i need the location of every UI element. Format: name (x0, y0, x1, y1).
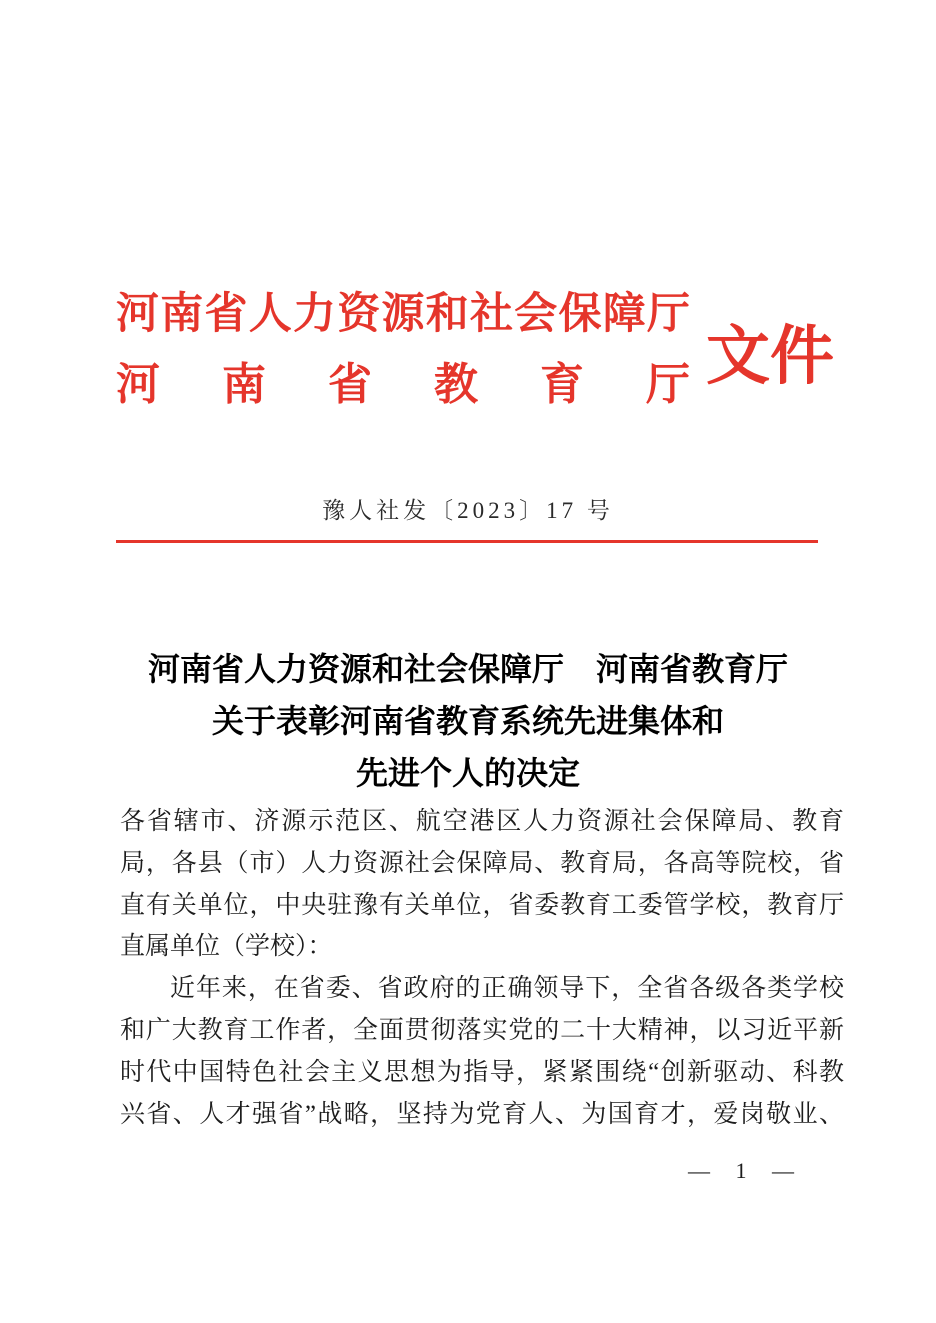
title-line-3: 先进个人的决定 (355, 755, 580, 792)
red-divider-line (116, 540, 818, 543)
body-line: 时代中国特色社会主义思想为指导，紧紧围绕“创新驱动、科教 (120, 1058, 844, 1086)
document-number: 豫人社发〔2023〕17 号 (322, 498, 614, 523)
title-line-2: 关于表彰河南省教育系统先进集体和 (211, 703, 724, 740)
body-line: 局，各县（市）人力资源社会保障局、教育局，各高等院校，省 (120, 849, 844, 877)
title-line-1: 河南省人力资源和社会保障厅 河南省教育厅 (147, 651, 788, 688)
letterhead-agency-2: 河南省教育厅 (116, 360, 690, 409)
body-line: 直属单位（学校）： (120, 933, 333, 961)
letterhead (116, 292, 834, 408)
body-line: 直有关单位，中央驻豫有关单位，省委教育工委管学校，教育厅 (120, 891, 844, 919)
letterhead-doc-type: 文件 (706, 321, 834, 392)
body-line: 兴省、人才强省”战略，坚持为党育人、为国育才，爱岗敬业、 (120, 1100, 844, 1128)
document-body (120, 801, 844, 1135)
body-line: 近年来，在省委、省政府的正确领导下，全省各级各类学校 (170, 975, 844, 1003)
body-line: 各省辖市、济源示范区、航空港区人力资源社会保障局、教育 (120, 808, 844, 835)
body-line: 和广大教育工作者，全面贯彻落实党的二十大精神，以习近平新 (120, 1016, 844, 1044)
letterhead-agency-1: 河南省人力资源和社会保障厅 (116, 291, 690, 338)
document-title (0, 643, 936, 799)
page-number: — 1 — (688, 1158, 798, 1183)
letterhead-agency-names (116, 292, 690, 408)
